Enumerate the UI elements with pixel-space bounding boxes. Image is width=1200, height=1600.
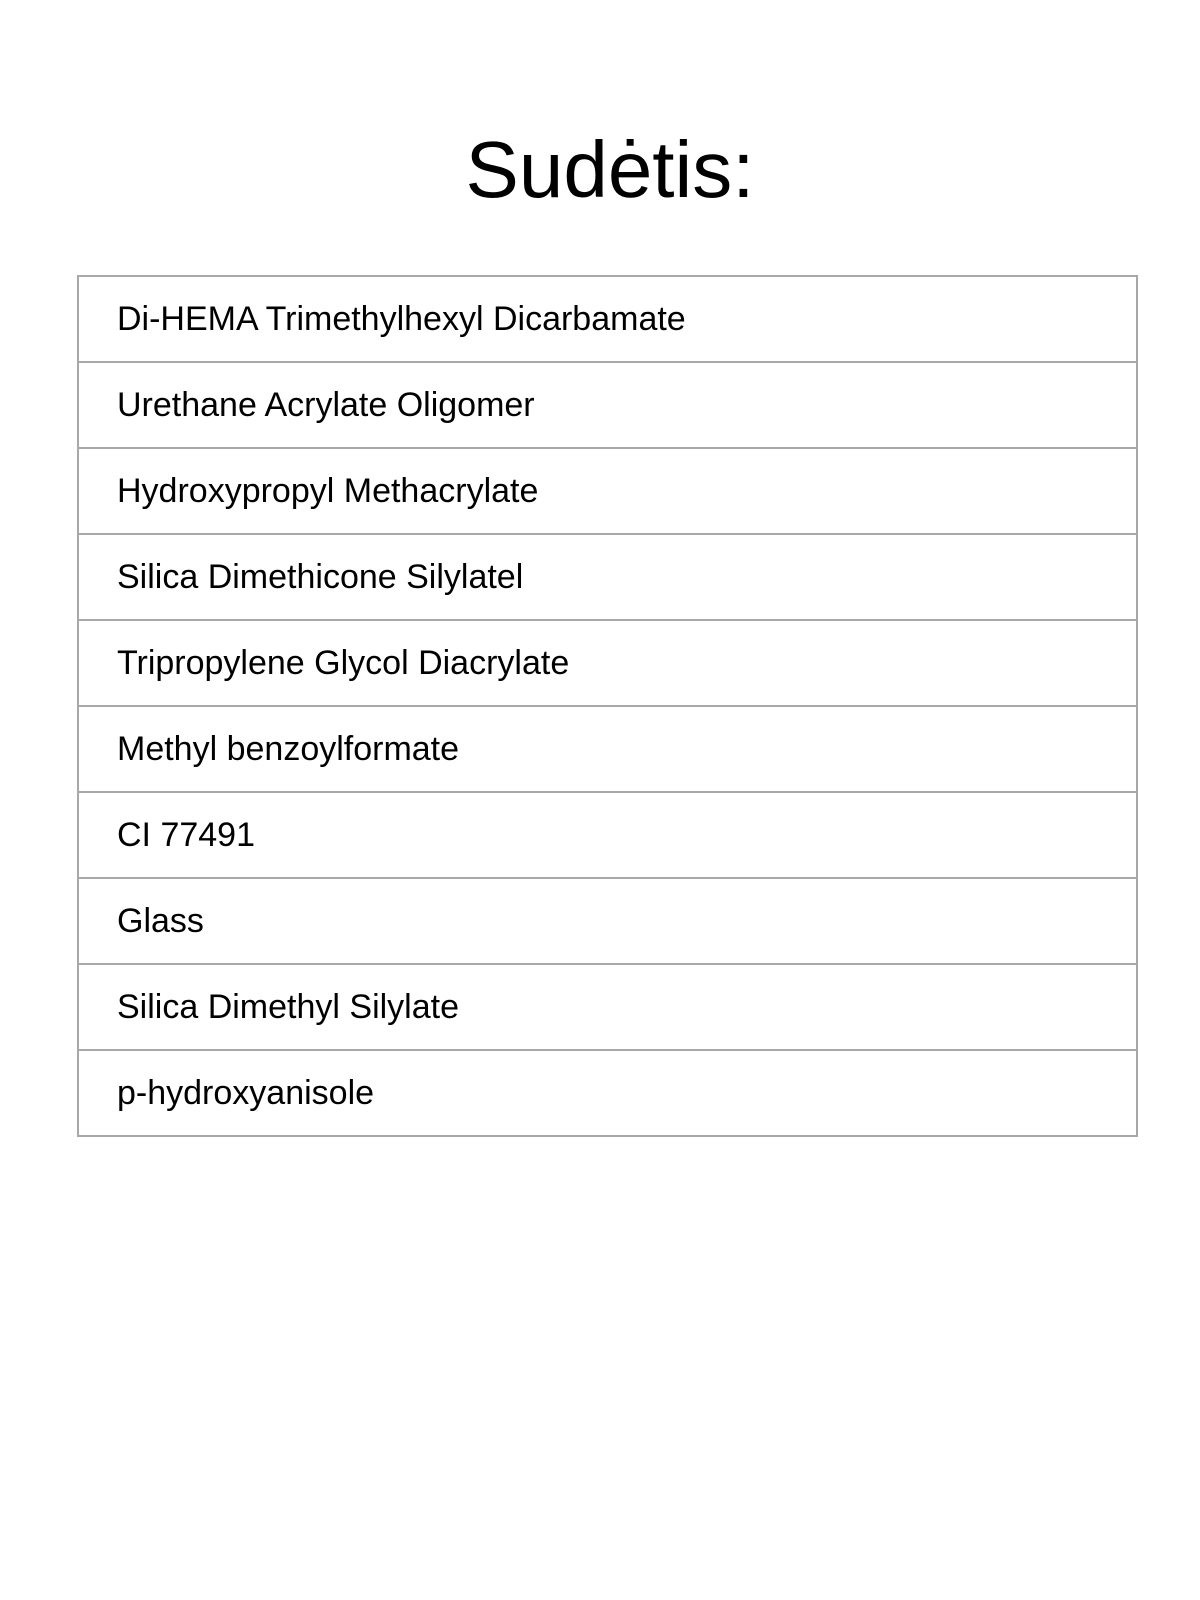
ingredient-cell: Methyl benzoylformate <box>78 706 1137 792</box>
ingredient-cell: Silica Dimethyl Silylate <box>78 964 1137 1050</box>
table-row <box>78 878 1137 964</box>
ingredient-cell: Tripropylene Glycol Diacrylate <box>78 620 1137 706</box>
table-row <box>78 620 1137 706</box>
table-row <box>78 534 1137 620</box>
ingredient-cell: CI 77491 <box>78 792 1137 878</box>
ingredient-cell: Silica Dimethicone Silylatel <box>78 534 1137 620</box>
ingredient-cell: Urethane Acrylate Oligomer <box>78 362 1137 448</box>
table-row <box>78 706 1137 792</box>
ingredient-cell: Di-HEMA Trimethylhexyl Dicarbamate <box>117 300 686 338</box>
ingredient-cell: Hydroxypropyl Methacrylate <box>78 448 1137 534</box>
ingredient-cell: p-hydroxyanisole <box>78 1050 1137 1136</box>
table-row <box>78 362 1137 448</box>
table-row <box>78 276 1137 362</box>
table-row <box>78 964 1137 1050</box>
ingredients-table <box>77 275 1138 1137</box>
table-row <box>78 1050 1137 1136</box>
table-row <box>78 792 1137 878</box>
table-row <box>78 448 1137 534</box>
ingredient-cell: Glass <box>78 878 1137 964</box>
page-title: Sudėtis: <box>465 125 755 214</box>
